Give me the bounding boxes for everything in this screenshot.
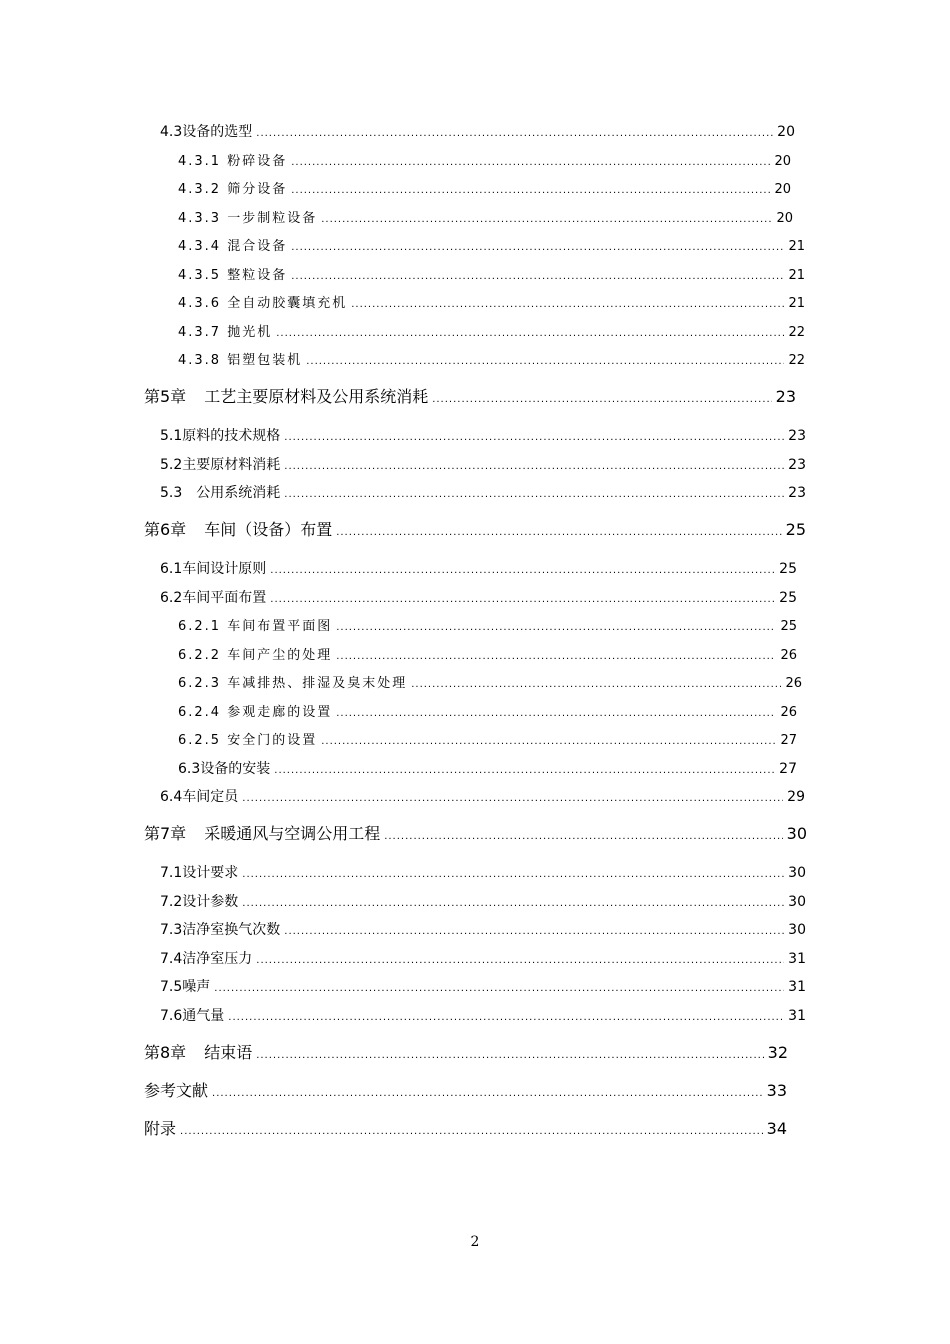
leader-dots	[336, 623, 776, 633]
toc-entry-page: 25	[779, 590, 797, 606]
toc-entry-title: 结束语	[204, 1043, 253, 1062]
toc-entry-page: 30	[788, 922, 806, 938]
toc-chapter-entry[interactable]	[144, 384, 796, 406]
leader-dots	[180, 1127, 763, 1137]
toc-entry-page: 22	[788, 353, 805, 368]
toc-entry-page: 21	[788, 268, 805, 283]
toc-entry-title: 4.3.1 粉碎设备	[178, 154, 288, 169]
toc-entry[interactable]	[178, 615, 797, 635]
toc-chapter-entry[interactable]	[144, 517, 806, 539]
toc-entry-page: 27	[779, 761, 797, 777]
leader-dots	[291, 158, 770, 168]
toc-entry-page: 25	[780, 619, 797, 634]
leader-dots	[291, 272, 784, 282]
toc-entry-title: 6.2.4 参观走廊的设置	[178, 705, 333, 720]
toc-entry[interactable]	[178, 264, 805, 284]
toc-entry-page: 31	[788, 979, 806, 995]
toc-entry-title: 6.2车间平面布置	[160, 590, 267, 606]
toc-entry[interactable]	[178, 349, 805, 369]
toc-entry-title: 5.1原料的技术规格	[160, 428, 281, 444]
leader-dots	[270, 595, 775, 605]
toc-entry-title: 7.1设计要求	[160, 865, 239, 881]
toc-entry-page: 20	[777, 124, 795, 140]
toc-entry[interactable]	[178, 235, 805, 255]
toc-entry-page: 26	[780, 705, 797, 720]
toc-entry-page: 30	[786, 824, 807, 843]
toc-entry[interactable]	[178, 178, 791, 198]
leader-dots	[274, 766, 775, 776]
leader-dots	[411, 680, 781, 690]
toc-entry[interactable]	[160, 587, 797, 607]
toc-entry-title: 参考文献	[144, 1081, 209, 1100]
toc-chapter-entry[interactable]	[144, 821, 807, 843]
toc-entry-title: 4.3.2 筛分设备	[178, 182, 288, 197]
leader-dots	[228, 1013, 784, 1023]
leader-dots	[256, 956, 784, 966]
toc-entry-page: 27	[780, 733, 797, 748]
toc-entry-title: 6.2.5 安全门的设置	[178, 733, 318, 748]
toc-entry-page: 23	[788, 485, 806, 501]
leader-dots	[284, 927, 784, 937]
toc-entry-page: 21	[788, 239, 805, 254]
toc-entry-page: 20	[776, 211, 793, 226]
toc-entry-title: 7.6通气量	[160, 1008, 225, 1024]
chapter-number: 第5章	[144, 387, 187, 406]
toc-entry-title: 7.2设计参数	[160, 894, 239, 910]
toc-entry-page: 25	[785, 520, 806, 539]
toc-entry-page: 32	[767, 1043, 788, 1062]
toc-entry-page: 30	[788, 894, 806, 910]
toc-entry-page: 31	[788, 951, 806, 967]
toc-entry-page: 34	[766, 1119, 787, 1138]
leader-dots	[256, 1051, 763, 1061]
toc-entry[interactable]	[160, 121, 795, 141]
toc-entry[interactable]	[160, 919, 806, 939]
toc-entry-title: 6.2.2 车间产尘的处理	[178, 648, 333, 663]
toc-entry[interactable]	[160, 976, 806, 996]
toc-entry-page: 23	[775, 387, 796, 406]
page-number: 2	[470, 1234, 480, 1250]
toc-entry[interactable]	[160, 786, 805, 806]
toc-entry-page: 26	[785, 676, 802, 691]
toc-entry[interactable]	[160, 948, 806, 968]
leader-dots	[242, 899, 784, 909]
toc-entry-page: 20	[774, 154, 791, 169]
leader-dots	[384, 832, 782, 842]
toc-entry[interactable]	[160, 454, 806, 474]
toc-entry-title: 附录	[144, 1119, 177, 1138]
leader-dots	[284, 433, 784, 443]
toc-chapter-entry[interactable]	[144, 1040, 788, 1062]
leader-dots	[321, 215, 772, 225]
toc-entry-title: 7.5噪声	[160, 979, 211, 995]
chapter-number: 第8章	[144, 1043, 187, 1062]
leader-dots	[321, 737, 776, 747]
leader-dots	[336, 709, 776, 719]
leader-dots	[336, 528, 781, 538]
toc-entry-page: 30	[788, 865, 806, 881]
toc-entry-title: 4.3.8 铝塑包装机	[178, 353, 303, 368]
toc-entry[interactable]	[178, 150, 791, 170]
toc-entry[interactable]	[178, 321, 805, 341]
toc-entry-title: 6.2.1 车间布置平面图	[178, 619, 333, 634]
leader-dots	[284, 490, 784, 500]
toc-entry-title: 4.3.4 混合设备	[178, 239, 288, 254]
toc-entry-page: 29	[787, 789, 805, 805]
toc-entry-page: 23	[788, 428, 806, 444]
toc-entry-title: 4.3.7 抛光机	[178, 325, 273, 340]
toc-entry-title: 4.3设备的选型	[160, 124, 253, 140]
toc-entry-title: 采暖通风与空调公用工程	[204, 824, 381, 843]
leader-dots	[214, 984, 784, 994]
toc-entry[interactable]	[178, 292, 805, 312]
leader-dots	[256, 129, 773, 139]
toc-entry[interactable]	[160, 891, 806, 911]
leader-dots	[291, 186, 770, 196]
toc-entry[interactable]	[178, 729, 797, 749]
toc-entry[interactable]	[178, 207, 793, 227]
leader-dots	[242, 870, 784, 880]
toc-entry-page: 23	[788, 457, 806, 473]
chapter-number: 第7章	[144, 824, 187, 843]
leader-dots	[276, 329, 784, 339]
toc-entry-title: 工艺主要原材料及公用系统消耗	[204, 387, 429, 406]
toc-entry[interactable]	[178, 758, 797, 778]
toc-entry-title: 5.3 公用系统消耗	[160, 485, 281, 501]
toc-entry-title: 4.3.3 一步制粒设备	[178, 211, 318, 226]
toc-entry-page: 22	[788, 325, 805, 340]
toc-entry[interactable]	[160, 1005, 806, 1025]
toc-entry-page: 31	[788, 1008, 806, 1024]
toc-entry-title: 6.3设备的安装	[178, 761, 271, 777]
toc-entry[interactable]	[160, 862, 806, 882]
toc-entry-title: 车间（设备）布置	[204, 520, 333, 539]
toc-entry-title: 6.1车间设计原则	[160, 561, 267, 577]
toc-chapter-entry[interactable]	[144, 1078, 787, 1100]
toc-entry-page: 21	[788, 296, 805, 311]
toc-chapter-entry[interactable]	[144, 1116, 787, 1138]
toc-entry-title: 7.3洁净室换气次数	[160, 922, 281, 938]
toc-entry-page: 26	[780, 648, 797, 663]
toc-entry[interactable]	[160, 482, 806, 502]
chapter-number: 第6章	[144, 520, 187, 539]
leader-dots	[270, 566, 775, 576]
toc-entry-title: 4.3.5 整粒设备	[178, 268, 288, 283]
toc-entry[interactable]	[160, 558, 797, 578]
toc-entry-title: 4.3.6 全自动胶囊填充机	[178, 296, 348, 311]
toc-entry[interactable]	[178, 672, 802, 692]
toc-entry-page: 25	[779, 561, 797, 577]
leader-dots	[291, 243, 784, 253]
toc-entry-title: 6.4车间定员	[160, 789, 239, 805]
leader-dots	[306, 357, 784, 367]
toc-entry-page: 33	[766, 1081, 787, 1100]
toc-entry[interactable]	[160, 425, 806, 445]
leader-dots	[432, 395, 771, 405]
toc-entry-title: 7.4洁净室压力	[160, 951, 253, 967]
leader-dots	[284, 462, 784, 472]
toc-entry-page: 20	[774, 182, 791, 197]
leader-dots	[351, 300, 784, 310]
toc-entry-title: 6.2.3 车减排热、排湿及臭末处理	[178, 676, 408, 691]
leader-dots	[336, 652, 776, 662]
leader-dots	[242, 794, 783, 804]
leader-dots	[212, 1089, 763, 1099]
toc-entry[interactable]	[178, 644, 797, 664]
toc-entry-title: 5.2主要原材料消耗	[160, 457, 281, 473]
toc-entry[interactable]	[178, 701, 797, 721]
